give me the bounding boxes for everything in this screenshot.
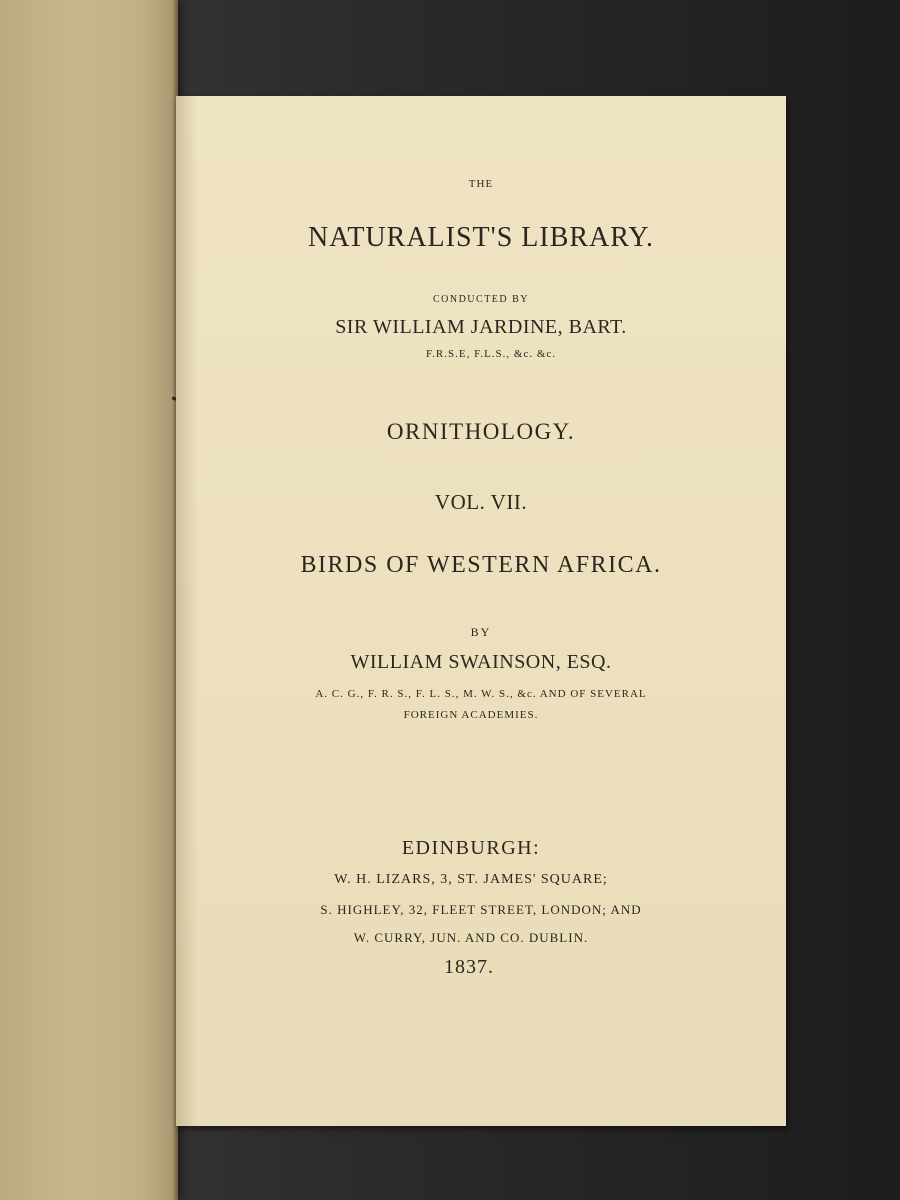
author-credentials-line-2: FOREIGN ACADEMIES. <box>403 709 539 721</box>
editor-credentials: F.R.S.E, F.L.S., &c. &c. <box>425 348 557 360</box>
imprint-line-1: W. H. LIZARS, 3, ST. JAMES' SQUARE; <box>334 872 608 887</box>
title-the: THE <box>468 178 494 190</box>
author-name: WILLIAM SWAINSON, ESQ. <box>350 651 612 673</box>
publication-year: 1837. <box>444 956 494 978</box>
by-line: BY <box>470 625 492 639</box>
series-title: NATURALIST'S LIBRARY. <box>307 222 655 253</box>
conducted-by: CONDUCTED BY <box>432 294 530 305</box>
publication-place: EDINBURGH: <box>401 837 541 859</box>
imprint-line-2: S. HIGHLEY, 32, FLEET STREET, LONDON; AND <box>320 902 642 917</box>
volume-title: BIRDS OF WESTERN AFRICA. <box>300 552 662 578</box>
subject-heading: ORNITHOLOGY. <box>386 419 576 444</box>
imprint-line-3: W. CURRY, JUN. AND CO. DUBLIN. <box>353 930 589 945</box>
volume-number: VOL. VII. <box>434 490 528 514</box>
title-page <box>176 96 786 1126</box>
editor-name: SIR WILLIAM JARDINE, BART. <box>335 316 627 338</box>
author-credentials-line-1: A. C. G., F. R. S., F. L. S., M. W. S., &c. AND OF SEVERAL <box>315 688 647 700</box>
book-cover-board <box>0 0 178 1200</box>
